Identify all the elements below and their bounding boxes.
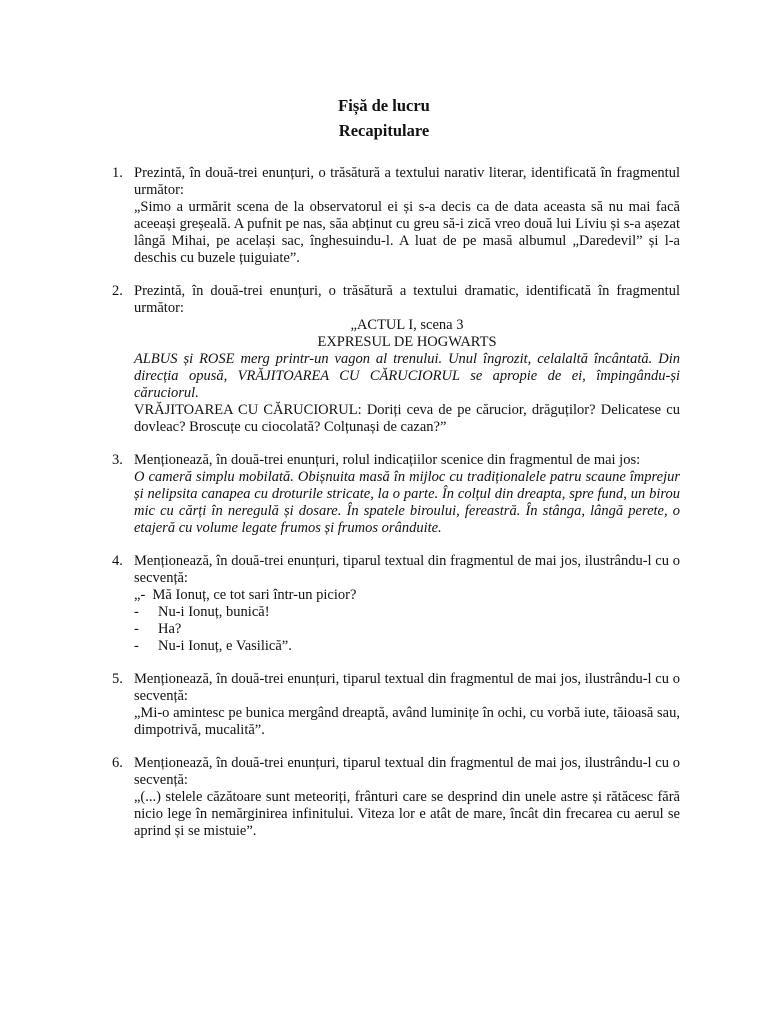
exercise-prompt: Menționează, în două-trei enunțuri, rolul indicațiilor scenice din fragmentul de mai jos: (134, 452, 641, 468)
dialogue-text: Mă Ionuț, ce tot sari într-un picior? (152, 587, 357, 603)
dialogue-text: Nu-i Ionuț, e Vasilică”. (158, 638, 292, 654)
exercise-item-1 (112, 165, 680, 267)
exercise-prompt: Menționează, în două-trei enunțuri, tiparul textual din fragmentul de mai jos, ilustrându-l cu o secvență: (134, 755, 680, 788)
exercise-number: 1. (112, 165, 123, 181)
dialogue-dash: - (134, 604, 139, 620)
stage-direction: ALBUS și ROSE merg printr-un vagon al trenului. Unul îngrozit, celalaltă încântată. Din direcția opusă, VRĂJITOAREA CU CĂRUCIORUL se apropie de ei, împingându-și căruciorul. (134, 351, 680, 401)
exercise-quote: „Mi-o amintesc pe bunica mergând dreaptă, având luminițe în ochi, cu vorbă iute, tăioasă sau, dimpotrivă, mucalită”. (134, 705, 680, 738)
dialogue-line: VRĂJITOAREA CU CĂRUCIORUL: Doriți ceva de pe cărucior, drăguților? Delicatese cu dovleac? Broscuțe cu ciocolată? Colțunași de cazan?” (134, 402, 680, 435)
exercise-number: 2. (112, 283, 123, 299)
dialogue-dash: - (140, 587, 146, 603)
exercise-prompt: Menționează, în două-trei enunțuri, tiparul textual din fragmentul de mai jos, ilustrându-l cu o secvență: (134, 553, 680, 586)
exercise-number: 3. (112, 452, 123, 468)
exercise-number: 6. (112, 755, 123, 771)
dialogue-dash: - (134, 621, 139, 637)
dialogue-text: Ha? (158, 621, 182, 637)
exercise-prompt: Menționează, în două-trei enunțuri, tiparul textual din fragmentul de mai jos, ilustrându-l cu o secvență: (134, 671, 680, 704)
exercise-quote: O cameră simplu mobilată. Obișnuita masă în mijloc cu tradiționalele patru scaune împrejur și nelipsita canapea cu droturile stricate, la o parte. În colțul din dreapta, spre fund, un birou mic cu cărți în neregulă și dosare. În spatele biroului, fereastră. În stânga, lângă perete, o etajeră cu volume legate frumos și frumos orânduite. (134, 469, 680, 536)
dialogue-open-quote: „ (134, 587, 141, 603)
exercise-item-4 (112, 553, 680, 655)
scene-heading: „ACTUL I, scena 3 (350, 317, 464, 333)
exercise-number: 5. (112, 671, 123, 687)
dialogue-text: Nu-i Ionuț, bunică! (158, 604, 270, 620)
dialogue-dash: - (134, 638, 139, 654)
dialogue-row (134, 621, 680, 638)
scene-title: EXPRESUL DE HOGWARTS (317, 334, 497, 350)
dialogue-row (134, 638, 680, 655)
exercise-prompt: Prezintă, în două-trei enunțuri, o trăsătură a textului narativ literar, identificată în fragmentul următor: (134, 165, 680, 198)
title-block (0, 93, 768, 143)
exercise-item-5 (112, 671, 680, 739)
exercise-list (112, 165, 680, 856)
exercise-prompt: Prezintă, în două-trei enunțuri, o trăsătură a textului dramatic, identificată în fragmentul următor: (134, 283, 680, 316)
exercise-item-6 (112, 755, 680, 840)
page-subtitle: Recapitulare (338, 121, 430, 140)
exercise-quote: „(...) stelele căzătoare sunt meteoriți, frânturi care se desprind din unele astre și rătăcesc fără nicio lege în nemărginirea infinitului. Viteza lor e atât de mare, încât din frecarea cu aerul se aprind și se mistuie”. (134, 789, 680, 839)
dialogue-row (134, 587, 680, 604)
exercise-number: 4. (112, 553, 123, 569)
exercise-item-3 (112, 452, 680, 537)
page-title: Fișă de lucru (338, 96, 430, 115)
exercise-item-2 (112, 283, 680, 436)
exercise-quote: „Simo a urmărit scena de la observatorul ei și s-a decis ca de data aceasta să nu mai facă aceeași greșeală. A pufnit pe nas, săa abținut cu greu să-i zică vreo două lui Liviu și s-a așezat lângă Mihai, pe același sac, înghesuindu-l. A luat de pe masă albumul „Daredevil” și l-a deschis cu buzele țuiguiate”. (134, 199, 680, 266)
dialogue-row (134, 604, 680, 621)
